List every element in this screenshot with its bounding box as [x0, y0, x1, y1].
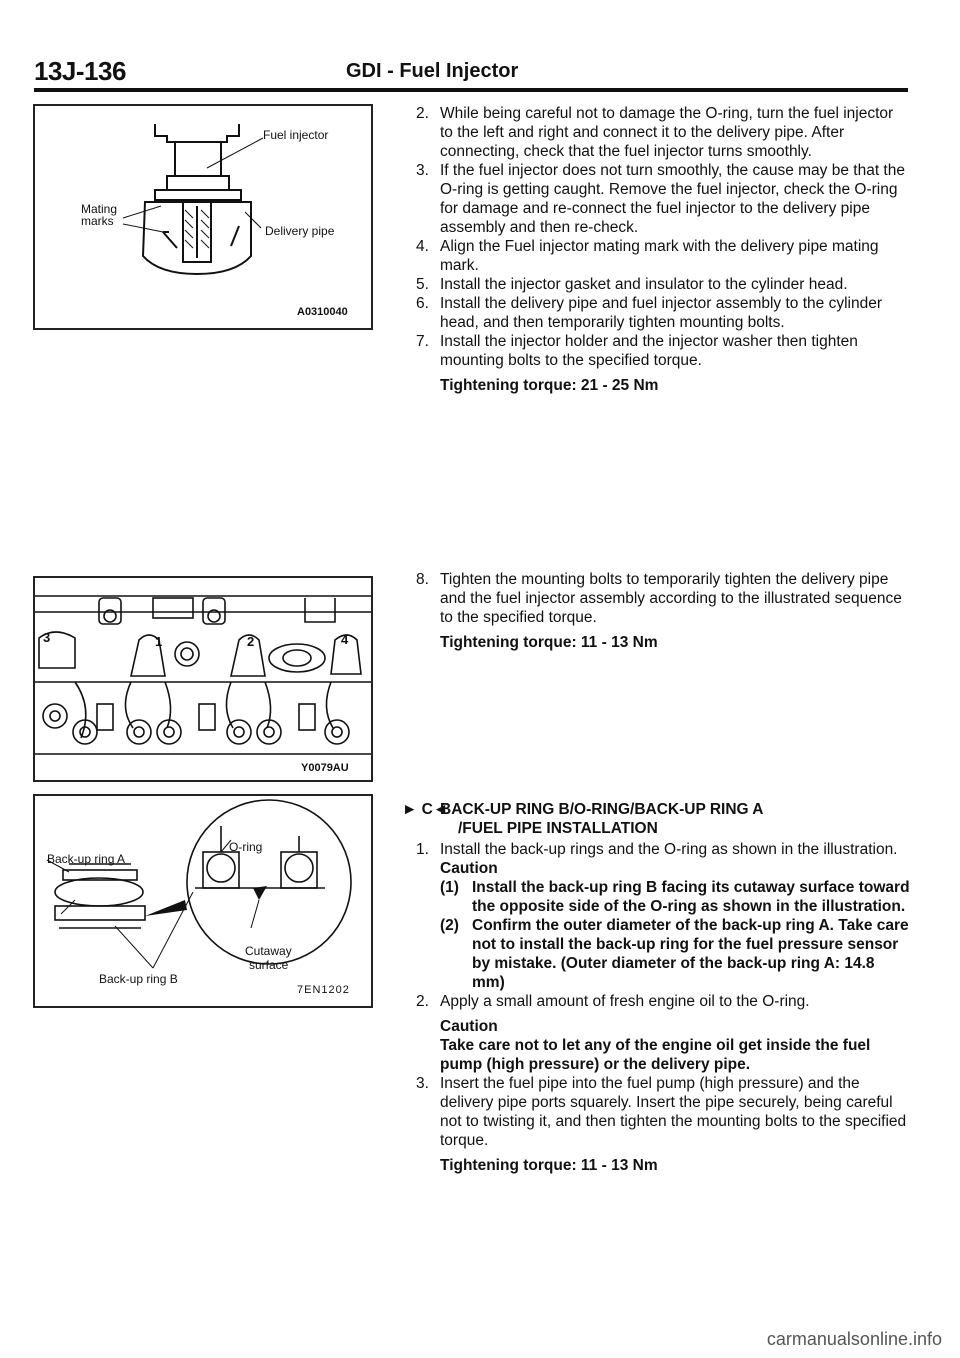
section-tightening-sequence [390, 570, 910, 652]
caution-text: Take care not to let any of the engine oil get inside the fuel pump (high pressure) or the delivery pipe. [440, 1037, 871, 1073]
section-heading: ► C◄ BACK-UP RING B/O-RING/BACK-UP RING A /FUEL PIPE INSTALLATION [402, 801, 764, 837]
figure-injector-mating-marks [33, 104, 373, 330]
caution-label: Caution [440, 860, 498, 877]
tightening-torque: Tightening torque: 11 - 13 Nm [440, 1157, 658, 1174]
label-oring: O-ring [229, 840, 263, 854]
caution-item: (1) Install the back-up ring B facing its cutaway surface toward the opposite side of the O-ring as shown in the illustration. [440, 879, 910, 915]
page-title: GDI - Fuel Injector [346, 60, 519, 82]
page-number: 13J-136 [34, 56, 126, 86]
section-installation-steps [390, 104, 910, 395]
watermark: carmanualsonline.info [766, 1329, 942, 1349]
sequence-number-1: 1 [155, 634, 163, 649]
label-fuel-injector: Fuel injector [263, 128, 329, 142]
label-marks: marks [81, 214, 114, 228]
list-item: 4. Align the Fuel injector mating mark with the delivery pipe mating mark. [416, 238, 879, 274]
backup-ring-illustration [35, 796, 371, 1006]
list-item: 6. Install the delivery pipe and fuel injector assembly to the cylinder head, and then temporarily tighten mounting bolts. [416, 295, 882, 331]
sequence-number-4: 4 [341, 632, 349, 647]
label-surface: surface [249, 958, 289, 972]
sequence-number-3: 3 [43, 630, 51, 645]
list-item: 2. Apply a small amount of fresh engine oil to the O-ring. [416, 993, 810, 1010]
header-rule [34, 88, 908, 92]
label-backup-ring-a: Back-up ring A [47, 852, 126, 866]
caution-label: Caution [440, 1018, 498, 1035]
figure-backup-rings [33, 794, 373, 1008]
label-cutaway: Cutaway [245, 944, 292, 958]
list-item: 5. Install the injector gasket and insulator to the cylinder head. [416, 276, 848, 293]
service-point-marker: ► C◄ [402, 801, 449, 818]
section-backup-ring-installation [390, 800, 910, 1175]
list-item: 3. If the fuel injector does not turn smoothly, the cause may be that the O-ring is getting caught. Remove the fuel injector, check the O-ring for damage and re-connect the fuel injector to the delivery pipe assembly and then re-check. [416, 162, 905, 236]
list-item: 1. Install the back-up rings and the O-ring as shown in the illustration. [416, 841, 898, 858]
list-item: 2. While being careful not to damage the O-ring, turn the fuel injector to the left and right and connect it to the delivery pipe. After connecting, check that the fuel injector turns smoothly. [416, 105, 894, 160]
figure-code: 7EN1202 [297, 984, 350, 996]
label-delivery-pipe: Delivery pipe [265, 224, 335, 238]
list-item: 8. Tighten the mounting bolts to temporarily tighten the delivery pipe and the fuel injector assembly according to the illustrated sequence to the specified torque. [416, 571, 902, 626]
caution-item: (2) Confirm the outer diameter of the back-up ring A. Take care not to install the back-up ring for the fuel pressure sensor by mistake. (Outer diameter of the back-up ring A: 14.8 mm) [440, 917, 909, 991]
label-backup-ring-b: Back-up ring B [99, 972, 178, 986]
figure-code: A0310040 [297, 306, 348, 318]
list-item: 7. Install the injector holder and the injector washer then tighten mounting bolts to the specified torque. [416, 333, 858, 369]
tightening-torque: Tightening torque: 21 - 25 Nm [440, 377, 659, 394]
tightening-torque: Tightening torque: 11 - 13 Nm [440, 634, 658, 651]
list-item: 3. Insert the fuel pipe into the fuel pump (high pressure) and the delivery pipe ports squarely. Insert the pipe securely, being careful not to twisting it, and then tighten the mounting bolts to the specified torque. [416, 1075, 907, 1149]
figure-tightening-sequence [33, 576, 373, 782]
figure-code: Y0079AU [301, 762, 349, 774]
label-mating: Mating [81, 202, 118, 216]
cylinder-head-illustration [35, 578, 371, 780]
sequence-number-2: 2 [247, 634, 255, 649]
